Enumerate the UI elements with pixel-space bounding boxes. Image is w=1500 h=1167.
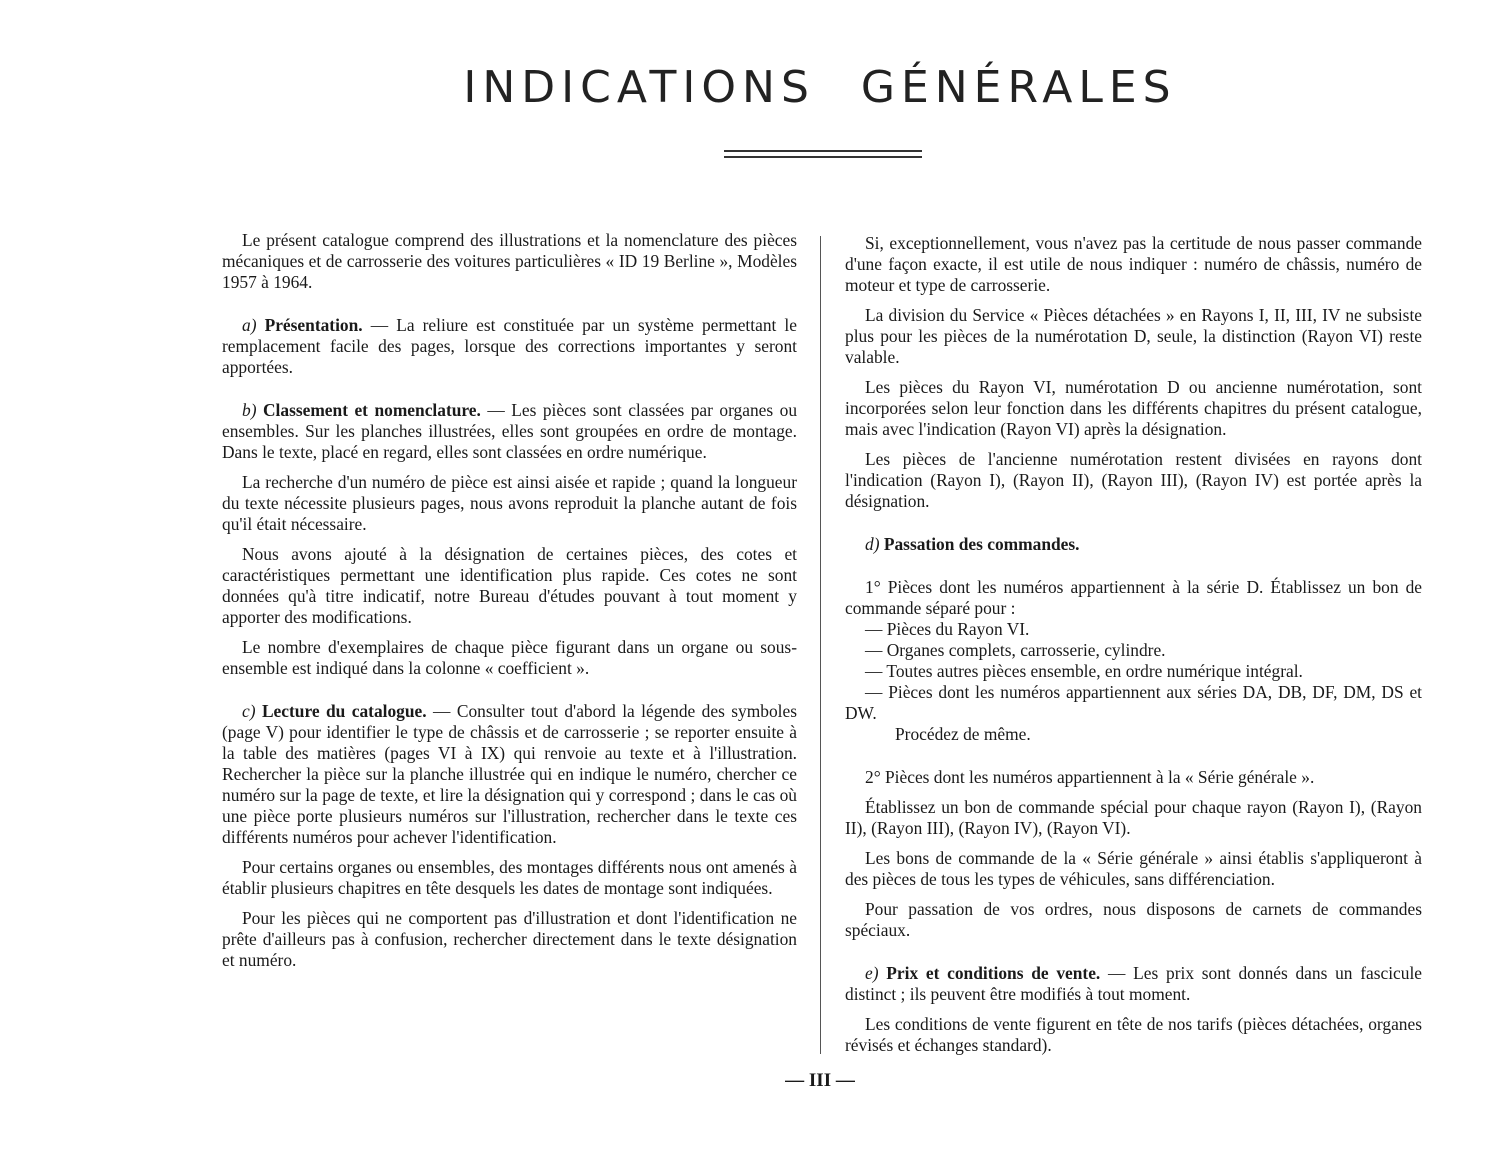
left-column xyxy=(222,230,797,971)
bons-paragraph: Les bons de commande de la « Série générale » ainsi établis s'appliqueront à des pièces de tous les types de véhicules, sans différenciation. xyxy=(845,848,1422,889)
page-title: INDICATIONS GÉNÉRALES xyxy=(463,62,1177,113)
list-item: — Pièces du Rayon VI. xyxy=(865,619,1030,639)
section-c-text: — Consulter tout d'abord la légende des symboles (page V) pour identifier le type de châssis et de carrosserie ; se reporter ensuite à la table des matières (pages VI à IX) qui renvoie au texte et à l'illustration. Rechercher la pièce sur la planche illustrée qui en indique le numéro, chercher ce numéro sur la page de texte, et lire la désignation qui y correspond ; dans le cas où une pièce porte plusieurs numéros sur l'illustration, rechercher dans le texte ces différents numéros pour achever l'identification. xyxy=(222,701,797,847)
right-column xyxy=(845,233,1422,1056)
recherche-paragraph: La recherche d'un numéro de pièce est ainsi aisée et rapide ; quand la longueur du texte nécessite plusieurs pages, nous avons reproduit la planche autant de fois qu'il était nécessaire. xyxy=(222,472,797,534)
intro-paragraph: Le présent catalogue comprend des illustrations et la nomenclature des pièces mécaniques et de carrosserie des voitures particulières « ID 19 Berline », Modèles 1957 à 1964. xyxy=(222,230,797,292)
section-b-heading: Classement et nomenclature. xyxy=(262,400,481,420)
section-b-text: — Les pièces sont classées par organes ou ensembles. Sur les planches illustrées, elles sont groupées en ordre de montage. Dans le texte, placé en regard, elles sont classées en ordre numérique. xyxy=(222,400,798,462)
section-b-paragraph xyxy=(222,400,797,463)
series-d-paragraph: 1° Pièces dont les numéros appartiennent à la série D. Établissez un bon de commande séparé pour : xyxy=(845,577,1422,618)
certitude-paragraph: Si, exceptionnellement, vous n'avez pas la certitude de nous passer commande d'une façon exacte, il est utile de nous indiquer : numéro de châssis, numéro de moteur et type de carrosserie. xyxy=(845,233,1422,295)
section-a-heading: Présentation. xyxy=(264,315,363,335)
section-e-heading: Prix et conditions de vente. xyxy=(886,963,1101,983)
section-c-heading: Lecture du catalogue. xyxy=(261,701,427,721)
organes-paragraph: Pour certains organes ou ensembles, des montages différents nous ont amenés à établir plusieurs chapitres en tête desquels les dates de montage sont indiquées. xyxy=(222,857,797,898)
division-paragraph: La division du Service « Pièces détachées » en Rayons I, II, III, IV ne subsiste plus pour les pièces de la numérotation D, seule, la distinction (Rayon VI) reste valable. xyxy=(845,305,1422,367)
section-e-letter: e) xyxy=(865,963,879,983)
section-d-paragraph xyxy=(845,534,1422,555)
section-d-letter: d) xyxy=(865,534,880,554)
etablissez-paragraph: Établissez un bon de commande spécial pour chaque rayon (Rayon I), (Rayon II), (Rayon III), (Rayon IV), (Rayon VI). xyxy=(845,797,1422,838)
nombre-paragraph: Le nombre d'exemplaires de chaque pièce figurant dans un organe ou sous-ensemble est indiqué dans la colonne « coefficient ». xyxy=(222,637,797,678)
section-b-letter: b) xyxy=(242,400,257,420)
pieces-paragraph: Pour les pièces qui ne comportent pas d'illustration et dont l'identification ne prête d'ailleurs pas à confusion, rechercher directement dans le texte désignation et numéro. xyxy=(222,908,797,970)
section-a-letter: a) xyxy=(242,315,257,335)
section-d-heading: Passation des commandes. xyxy=(883,534,1080,554)
title-rule xyxy=(724,150,922,158)
ancienne-paragraph: Les pièces de l'ancienne numérotation restent divisées en rayons dont l'indication (Rayon I), (Rayon II), (Rayon III), (Rayon IV) est portée après la désignation. xyxy=(845,449,1422,511)
serie-generale-paragraph: 2° Pièces dont les numéros appartiennent à la « Série générale ». xyxy=(865,767,1315,787)
section-e-text: — Les prix sont donnés dans un fascicule distinct ; ils peuvent être modifiés à tout moment. xyxy=(845,963,1423,1004)
section-a-paragraph xyxy=(222,315,797,378)
section-a-text: — La reliure est constituée par un système permettant le remplacement facile des pages, lorsque des corrections importantes y seront apportées. xyxy=(222,315,797,377)
page-number: — III — xyxy=(785,1070,855,1091)
section-c-paragraph xyxy=(222,701,797,848)
rayon-vi-paragraph: Les pièces du Rayon VI, numérotation D ou ancienne numérotation, sont incorporées selon leur fonction dans les différents chapitres du présent catalogue, mais avec l'indication (Rayon VI) après la désignation. xyxy=(845,377,1422,439)
cotes-paragraph: Nous avons ajouté à la désignation de certaines pièces, des cotes et caractéristiques permettant une identification plus rapide. Ces cotes ne sont données qu'à titre indicatif, notre Bureau d'études pouvant à tout moment y apporter des modifications. xyxy=(222,544,797,627)
section-c-letter: c) xyxy=(242,701,256,721)
list-item: — Pièces dont les numéros appartiennent aux séries DA, DB, DF, DM, DS et DW. xyxy=(845,682,1422,723)
carnets-paragraph: Pour passation de vos ordres, nous disposons de carnets de commandes spéciaux. xyxy=(845,899,1422,940)
list-item: — Organes complets, carrosserie, cylindre. xyxy=(865,640,1166,660)
conditions-paragraph: Les conditions de vente figurent en tête de nos tarifs (pièces détachées, organes révisés et échanges standard). xyxy=(845,1014,1422,1055)
procedez-line: Procédez de même. xyxy=(895,724,1031,744)
section-e-paragraph xyxy=(845,963,1422,1005)
column-divider xyxy=(820,236,821,1054)
list-item: — Toutes autres pièces ensemble, en ordre numérique intégral. xyxy=(865,661,1303,681)
